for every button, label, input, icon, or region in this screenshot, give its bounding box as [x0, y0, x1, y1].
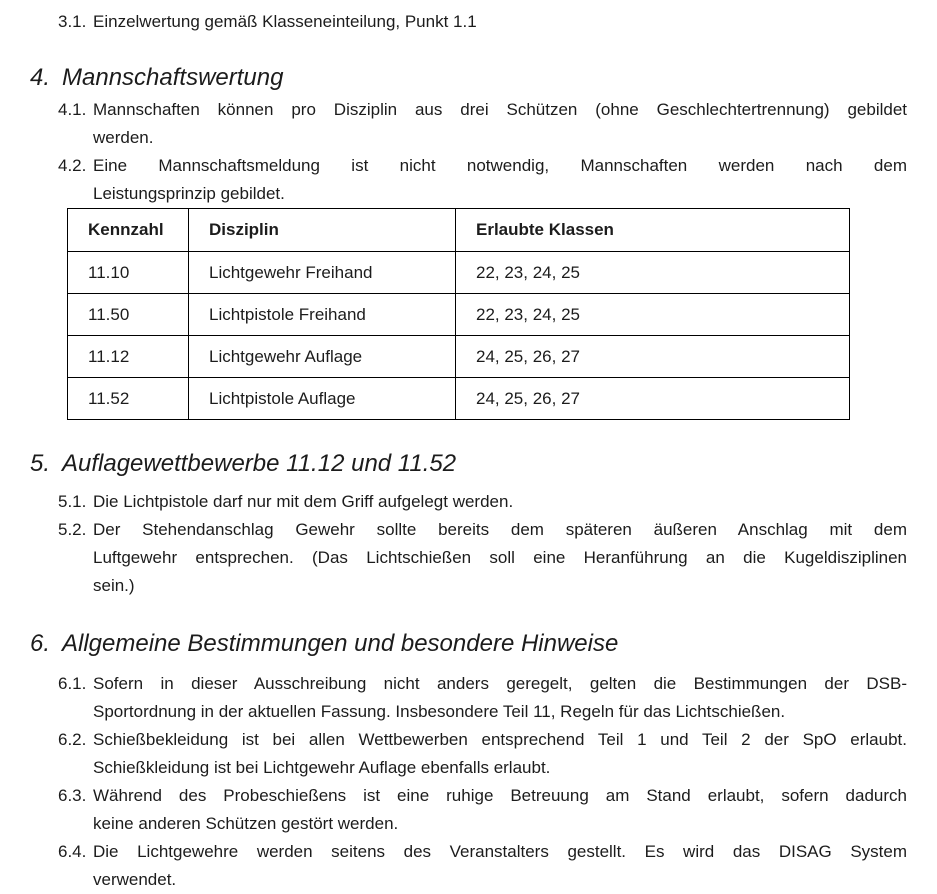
- item-5-1: [58, 488, 907, 516]
- section-title: Allgemeine Bestimmungen und besondere Hinweise: [62, 630, 619, 657]
- item-number: 4.2.: [58, 156, 87, 175]
- table-header-cell-kennzahl: Kennzahl: [68, 209, 189, 252]
- item-number: 5.1.: [58, 492, 87, 511]
- item-text: [93, 726, 907, 782]
- item-6-4: [58, 838, 907, 894]
- section-heading-5: [30, 448, 907, 480]
- item-text: [93, 838, 907, 894]
- item-text: [93, 516, 907, 600]
- section-title: Mannschaftswertung: [62, 64, 284, 91]
- text-line: werden.: [93, 128, 154, 147]
- item-6-2: [58, 726, 907, 782]
- text-line: Sportordnung in der aktuellen Fassung. Insbesondere Teil 11, Regeln für das Lichtschießen.: [93, 702, 786, 721]
- table-cell: 22, 23, 24, 25: [456, 294, 850, 336]
- text-line: Die Lichtgewehre werden seitens des Veranstalters gestellt. Es wird das DISAG System: [93, 842, 907, 861]
- table-cell: Lichtpistole Freihand: [189, 294, 456, 336]
- text-line: Schießkleidung ist bei Lichtgewehr Auflage ebenfalls erlaubt.: [93, 758, 551, 777]
- table-cell: 11.50: [68, 294, 189, 336]
- table-header-row: [68, 209, 850, 252]
- item-text: [93, 152, 907, 208]
- text-line: Leistungsprinzip gebildet.: [93, 184, 285, 203]
- text-line: keine anderen Schützen gestört werden.: [93, 814, 399, 833]
- item-number: 5.2.: [58, 520, 87, 539]
- item-text: [93, 782, 907, 838]
- table-cell: 24, 25, 26, 27: [456, 336, 850, 378]
- table-cell: Lichtgewehr Auflage: [189, 336, 456, 378]
- section-number: 4.: [30, 64, 51, 91]
- item-6-1: [58, 670, 907, 726]
- text-line: Während des Probeschießens ist eine ruhige Betreuung am Stand erlaubt, sofern dadurch: [93, 786, 907, 805]
- table-cell: Lichtgewehr Freihand: [189, 252, 456, 294]
- table-cell: 24, 25, 26, 27: [456, 378, 850, 420]
- text-line: verwendet.: [93, 870, 177, 889]
- section-number: 5.: [30, 450, 51, 477]
- item-number: 3.1.: [58, 12, 87, 31]
- classes-table: [67, 208, 850, 420]
- item-text: [93, 670, 907, 726]
- item-text: [93, 96, 907, 152]
- section-heading-6: [30, 628, 907, 660]
- text-line: Schießbekleidung ist bei allen Wettbewerben entsprechend Teil 1 und Teil 2 der SpO erlaubt.: [93, 730, 907, 749]
- item-text: [93, 488, 907, 516]
- text-line: Die Lichtpistole darf nur mit dem Griff aufgelegt werden.: [93, 492, 514, 511]
- item-4-2: [58, 152, 907, 208]
- section-5-items: [30, 488, 907, 600]
- item-number: 4.1.: [58, 100, 87, 119]
- table-row: [68, 252, 850, 294]
- item-6-3: [58, 782, 907, 838]
- table-cell: Lichtpistole Auflage: [189, 378, 456, 420]
- text-line: Einzelwertung gemäß Klasseneinteilung, Punkt 1.1: [93, 12, 477, 31]
- item-text: [93, 8, 907, 36]
- table-header-cell-disziplin: Disziplin: [189, 209, 456, 252]
- table-row: [68, 336, 850, 378]
- text-line: Mannschaften können pro Disziplin aus drei Schützen (ohne Geschlechtertrennung) gebildet: [93, 100, 907, 119]
- table-cell: 11.10: [68, 252, 189, 294]
- text-line: Sofern in dieser Ausschreibung nicht anders geregelt, gelten die Bestimmungen der DSB-: [93, 674, 907, 693]
- text-line: Der Stehendanschlag Gewehr sollte bereits dem späteren äußeren Anschlag mit dem: [93, 520, 907, 539]
- text-line: Eine Mannschaftsmeldung ist nicht notwendig, Mannschaften werden nach dem: [93, 156, 907, 175]
- section-number: 6.: [30, 630, 51, 657]
- section-title: Auflagewettbewerbe 11.12 und 11.52: [62, 450, 457, 477]
- item-number: 6.4.: [58, 842, 87, 861]
- table-cell: 11.12: [68, 336, 189, 378]
- section-4-items: [30, 96, 907, 208]
- item-4-1: [58, 96, 907, 152]
- table-row: [68, 294, 850, 336]
- section-heading-4: [30, 62, 907, 94]
- item-number: 6.1.: [58, 674, 87, 693]
- item-5-2: [58, 516, 907, 600]
- text-line: sein.): [93, 576, 135, 595]
- item-number: 6.2.: [58, 730, 87, 749]
- table-row: [68, 378, 850, 420]
- item-number: 6.3.: [58, 786, 87, 805]
- text-line: Luftgewehr entsprechen. (Das Lichtschießen soll eine Heranführung an die Kugeldisziplinen: [93, 548, 907, 567]
- section-6-items: [30, 670, 907, 894]
- item-3-1: [58, 8, 907, 36]
- table-cell: 11.52: [68, 378, 189, 420]
- table-cell: 22, 23, 24, 25: [456, 252, 850, 294]
- table-header-cell-erlaubte-klassen: Erlaubte Klassen: [456, 209, 850, 252]
